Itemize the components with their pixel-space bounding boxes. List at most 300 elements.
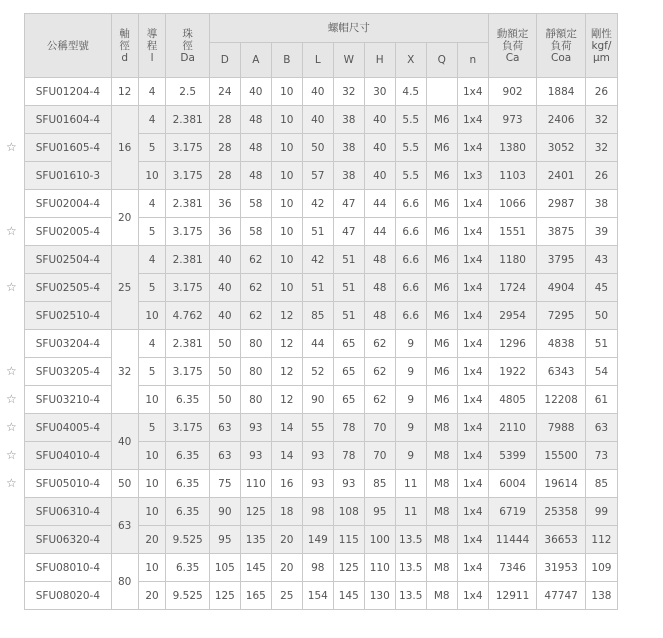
cell-n: 1x4 — [457, 134, 488, 162]
cell-n: 1x4 — [457, 78, 488, 106]
cell-ca: 5399 — [488, 442, 537, 470]
cell-Q: M8 — [426, 582, 457, 610]
cell-A: 58 — [240, 218, 271, 246]
cell-rig: 63 — [585, 414, 617, 442]
cell-W: 93 — [333, 470, 364, 498]
cell-B: 16 — [271, 470, 302, 498]
cell-n: 1x4 — [457, 330, 488, 358]
cell-A: 145 — [240, 554, 271, 582]
header-dim-X: X — [395, 43, 426, 78]
cell-B: 10 — [271, 78, 302, 106]
table-row — [25, 470, 618, 498]
cell-n: 1x4 — [457, 554, 488, 582]
cell-l: 4 — [138, 246, 166, 274]
cell-B: 10 — [271, 134, 302, 162]
cell-ca: 1922 — [488, 358, 537, 386]
model-cell: SFU03210-4 — [25, 386, 112, 414]
cell-B: 12 — [271, 358, 302, 386]
cell-coa: 4838 — [537, 330, 586, 358]
cell-A: 80 — [240, 386, 271, 414]
cell-coa: 25358 — [537, 498, 586, 526]
cell-Q: M8 — [426, 554, 457, 582]
header-model: 公稱型號 — [25, 14, 112, 78]
cell-W: 47 — [333, 190, 364, 218]
cell-H: 48 — [364, 302, 395, 330]
cell-A: 80 — [240, 358, 271, 386]
cell-coa: 6343 — [537, 358, 586, 386]
cell-Q — [426, 78, 457, 106]
cell-D: 95 — [209, 526, 240, 554]
cell-H: 95 — [364, 498, 395, 526]
star-icon: ☆ — [6, 224, 17, 238]
cell-rig: 138 — [585, 582, 617, 610]
table-row — [25, 190, 618, 218]
shaft-diameter-cell: 20 — [111, 190, 138, 246]
cell-A: 125 — [240, 498, 271, 526]
cell-ca: 1724 — [488, 274, 537, 302]
cell-D: 40 — [209, 302, 240, 330]
cell-B: 10 — [271, 190, 302, 218]
cell-l: 20 — [138, 526, 166, 554]
cell-D: 28 — [209, 134, 240, 162]
header-nut-dimensions: 螺帽尺寸 — [209, 14, 488, 43]
cell-da: 4.762 — [166, 302, 209, 330]
cell-Q: M6 — [426, 386, 457, 414]
cell-L: 98 — [302, 554, 333, 582]
cell-H: 40 — [364, 162, 395, 190]
cell-coa: 7988 — [537, 414, 586, 442]
cell-B: 10 — [271, 106, 302, 134]
cell-n: 1x4 — [457, 526, 488, 554]
cell-X: 5.5 — [395, 106, 426, 134]
cell-D: 63 — [209, 414, 240, 442]
cell-Q: M6 — [426, 190, 457, 218]
cell-coa: 36653 — [537, 526, 586, 554]
cell-W: 115 — [333, 526, 364, 554]
cell-L: 85 — [302, 302, 333, 330]
header-lead: 導 程 l — [138, 14, 166, 78]
cell-L: 90 — [302, 386, 333, 414]
table-row — [25, 554, 618, 582]
cell-A: 80 — [240, 330, 271, 358]
star-icon: ☆ — [6, 448, 17, 462]
table-body — [25, 78, 618, 610]
star-icon: ☆ — [6, 280, 17, 294]
cell-l: 5 — [138, 414, 166, 442]
cell-H: 40 — [364, 106, 395, 134]
model-cell: SFU01610-3 — [25, 162, 112, 190]
cell-D: 105 — [209, 554, 240, 582]
cell-X: 6.6 — [395, 190, 426, 218]
cell-l: 4 — [138, 190, 166, 218]
cell-H: 70 — [364, 414, 395, 442]
cell-H: 62 — [364, 386, 395, 414]
cell-B: 12 — [271, 302, 302, 330]
cell-l: 10 — [138, 498, 166, 526]
cell-X: 5.5 — [395, 134, 426, 162]
cell-D: 63 — [209, 442, 240, 470]
cell-L: 51 — [302, 218, 333, 246]
cell-L: 98 — [302, 498, 333, 526]
model-cell: SFU02510-4 — [25, 302, 112, 330]
cell-ca: 902 — [488, 78, 537, 106]
cell-l: 5 — [138, 134, 166, 162]
header-dim-A: A — [240, 43, 271, 78]
cell-da: 2.381 — [166, 106, 209, 134]
cell-n: 1x4 — [457, 246, 488, 274]
model-cell: SFU02004-4 — [25, 190, 112, 218]
cell-W: 125 — [333, 554, 364, 582]
cell-rig: 73 — [585, 442, 617, 470]
cell-da: 3.175 — [166, 274, 209, 302]
cell-A: 93 — [240, 442, 271, 470]
cell-coa: 7295 — [537, 302, 586, 330]
model-cell: SFU08010-4 — [25, 554, 112, 582]
cell-D: 24 — [209, 78, 240, 106]
cell-W: 51 — [333, 302, 364, 330]
cell-rig: 45 — [585, 274, 617, 302]
cell-H: 44 — [364, 218, 395, 246]
cell-ca: 2954 — [488, 302, 537, 330]
cell-B: 10 — [271, 162, 302, 190]
cell-n: 1x4 — [457, 414, 488, 442]
cell-W: 78 — [333, 442, 364, 470]
cell-rig: 50 — [585, 302, 617, 330]
cell-Q: M6 — [426, 330, 457, 358]
cell-da: 3.175 — [166, 358, 209, 386]
cell-D: 40 — [209, 274, 240, 302]
cell-da: 9.525 — [166, 526, 209, 554]
cell-Q: M8 — [426, 498, 457, 526]
cell-D: 50 — [209, 330, 240, 358]
star-icon: ☆ — [6, 420, 17, 434]
cell-coa: 2401 — [537, 162, 586, 190]
cell-Q: M6 — [426, 218, 457, 246]
cell-A: 165 — [240, 582, 271, 610]
cell-ca: 7346 — [488, 554, 537, 582]
header-shaft-diameter: 軸 徑 d — [111, 14, 138, 78]
model-cell: SFU03205-4 — [25, 358, 112, 386]
cell-A: 110 — [240, 470, 271, 498]
cell-W: 65 — [333, 386, 364, 414]
cell-L: 149 — [302, 526, 333, 554]
cell-n: 1x4 — [457, 190, 488, 218]
cell-da: 6.35 — [166, 442, 209, 470]
cell-W: 145 — [333, 582, 364, 610]
cell-X: 9 — [395, 358, 426, 386]
cell-l: 10 — [138, 442, 166, 470]
cell-l: 10 — [138, 470, 166, 498]
cell-D: 28 — [209, 106, 240, 134]
table-row — [25, 498, 618, 526]
cell-A: 135 — [240, 526, 271, 554]
cell-da: 3.175 — [166, 162, 209, 190]
star-icon: ☆ — [6, 392, 17, 406]
cell-Q: M6 — [426, 162, 457, 190]
cell-n: 1x4 — [457, 498, 488, 526]
cell-L: 40 — [302, 106, 333, 134]
cell-L: 50 — [302, 134, 333, 162]
cell-X: 9 — [395, 414, 426, 442]
cell-rig: 32 — [585, 106, 617, 134]
cell-coa: 3795 — [537, 246, 586, 274]
spec-table — [24, 13, 618, 610]
cell-W: 65 — [333, 358, 364, 386]
shaft-diameter-cell: 63 — [111, 498, 138, 554]
cell-B: 20 — [271, 554, 302, 582]
cell-L: 44 — [302, 330, 333, 358]
cell-D: 125 — [209, 582, 240, 610]
cell-A: 62 — [240, 302, 271, 330]
cell-Q: M6 — [426, 246, 457, 274]
cell-coa: 31953 — [537, 554, 586, 582]
star-icon: ☆ — [6, 140, 17, 154]
cell-X: 9 — [395, 442, 426, 470]
cell-D: 40 — [209, 246, 240, 274]
cell-n: 1x4 — [457, 358, 488, 386]
header-dim-D: D — [209, 43, 240, 78]
cell-X: 6.6 — [395, 302, 426, 330]
cell-rig: 26 — [585, 162, 617, 190]
cell-n: 1x4 — [457, 582, 488, 610]
cell-n: 1x3 — [457, 162, 488, 190]
cell-L: 55 — [302, 414, 333, 442]
header-ball-diameter: 珠 徑 Da — [166, 14, 209, 78]
cell-n: 1x4 — [457, 274, 488, 302]
cell-da: 2.381 — [166, 246, 209, 274]
cell-B: 10 — [271, 218, 302, 246]
cell-A: 48 — [240, 162, 271, 190]
cell-W: 38 — [333, 134, 364, 162]
cell-X: 9 — [395, 386, 426, 414]
cell-rig: 112 — [585, 526, 617, 554]
cell-X: 5.5 — [395, 162, 426, 190]
cell-H: 110 — [364, 554, 395, 582]
model-cell: SFU04010-4 — [25, 442, 112, 470]
cell-ca: 6004 — [488, 470, 537, 498]
model-cell: SFU04005-4 — [25, 414, 112, 442]
cell-ca: 4805 — [488, 386, 537, 414]
cell-rig: 85 — [585, 470, 617, 498]
cell-L: 42 — [302, 246, 333, 274]
cell-W: 108 — [333, 498, 364, 526]
cell-Q: M6 — [426, 106, 457, 134]
cell-da: 9.525 — [166, 582, 209, 610]
cell-da: 6.35 — [166, 554, 209, 582]
cell-D: 90 — [209, 498, 240, 526]
shaft-diameter-cell: 25 — [111, 246, 138, 330]
cell-A: 58 — [240, 190, 271, 218]
cell-X: 13.5 — [395, 526, 426, 554]
cell-coa: 15500 — [537, 442, 586, 470]
cell-l: 10 — [138, 554, 166, 582]
cell-l: 10 — [138, 302, 166, 330]
cell-W: 78 — [333, 414, 364, 442]
cell-coa: 4904 — [537, 274, 586, 302]
table-row — [25, 246, 618, 274]
cell-rig: 109 — [585, 554, 617, 582]
cell-B: 14 — [271, 442, 302, 470]
cell-A: 48 — [240, 106, 271, 134]
cell-L: 51 — [302, 274, 333, 302]
cell-da: 2.381 — [166, 190, 209, 218]
cell-ca: 1296 — [488, 330, 537, 358]
header-dim-W: W — [333, 43, 364, 78]
cell-l: 20 — [138, 582, 166, 610]
header-dim-B: B — [271, 43, 302, 78]
cell-coa: 2987 — [537, 190, 586, 218]
header-dim-L: L — [302, 43, 333, 78]
model-cell: SFU02005-4 — [25, 218, 112, 246]
cell-l: 10 — [138, 162, 166, 190]
model-cell: SFU01204-4 — [25, 78, 112, 106]
cell-X: 9 — [395, 330, 426, 358]
star-icon: ☆ — [6, 476, 17, 490]
cell-L: 154 — [302, 582, 333, 610]
cell-ca: 2110 — [488, 414, 537, 442]
cell-n: 1x4 — [457, 470, 488, 498]
cell-W: 51 — [333, 274, 364, 302]
cell-X: 6.6 — [395, 246, 426, 274]
cell-da: 6.35 — [166, 386, 209, 414]
cell-l: 10 — [138, 386, 166, 414]
model-cell: SFU03204-4 — [25, 330, 112, 358]
cell-A: 40 — [240, 78, 271, 106]
shaft-diameter-cell: 16 — [111, 106, 138, 190]
cell-rig: 32 — [585, 134, 617, 162]
cell-X: 13.5 — [395, 554, 426, 582]
cell-da: 6.35 — [166, 470, 209, 498]
cell-da: 3.175 — [166, 218, 209, 246]
cell-ca: 1103 — [488, 162, 537, 190]
cell-Q: M8 — [426, 526, 457, 554]
cell-H: 40 — [364, 134, 395, 162]
cell-ca: 12911 — [488, 582, 537, 610]
cell-A: 48 — [240, 134, 271, 162]
model-cell: SFU01604-4 — [25, 106, 112, 134]
cell-coa: 2406 — [537, 106, 586, 134]
cell-ca: 1180 — [488, 246, 537, 274]
cell-l: 4 — [138, 78, 166, 106]
cell-ca: 1551 — [488, 218, 537, 246]
cell-B: 12 — [271, 330, 302, 358]
cell-W: 47 — [333, 218, 364, 246]
header-dynamic-load: 動額定 負荷 Ca — [488, 14, 537, 78]
cell-rig: 51 — [585, 330, 617, 358]
cell-rig: 61 — [585, 386, 617, 414]
cell-B: 10 — [271, 246, 302, 274]
header-static-load: 靜額定 負荷 Coa — [537, 14, 586, 78]
cell-H: 30 — [364, 78, 395, 106]
cell-ca: 6719 — [488, 498, 537, 526]
cell-ca: 11444 — [488, 526, 537, 554]
cell-D: 36 — [209, 190, 240, 218]
cell-H: 62 — [364, 358, 395, 386]
cell-da: 3.175 — [166, 134, 209, 162]
cell-H: 44 — [364, 190, 395, 218]
cell-rig: 38 — [585, 190, 617, 218]
cell-da: 2.381 — [166, 330, 209, 358]
cell-H: 70 — [364, 442, 395, 470]
shaft-diameter-cell: 50 — [111, 470, 138, 498]
model-cell: SFU06310-4 — [25, 498, 112, 526]
cell-D: 28 — [209, 162, 240, 190]
cell-D: 75 — [209, 470, 240, 498]
cell-W: 51 — [333, 246, 364, 274]
cell-D: 50 — [209, 386, 240, 414]
cell-H: 48 — [364, 246, 395, 274]
cell-L: 93 — [302, 442, 333, 470]
star-icon: ☆ — [6, 364, 17, 378]
cell-ca: 1066 — [488, 190, 537, 218]
cell-W: 38 — [333, 106, 364, 134]
cell-n: 1x4 — [457, 218, 488, 246]
header-rigidity: 剛性 kgf/ μm — [585, 14, 617, 78]
header-dim-Q: Q — [426, 43, 457, 78]
cell-Q: M8 — [426, 442, 457, 470]
cell-W: 38 — [333, 162, 364, 190]
cell-D: 36 — [209, 218, 240, 246]
model-cell: SFU02504-4 — [25, 246, 112, 274]
cell-L: 93 — [302, 470, 333, 498]
cell-n: 1x4 — [457, 302, 488, 330]
cell-W: 32 — [333, 78, 364, 106]
cell-H: 62 — [364, 330, 395, 358]
cell-X: 4.5 — [395, 78, 426, 106]
cell-D: 50 — [209, 358, 240, 386]
cell-H: 85 — [364, 470, 395, 498]
cell-Q: M6 — [426, 274, 457, 302]
cell-da: 3.175 — [166, 414, 209, 442]
cell-X: 11 — [395, 470, 426, 498]
cell-l: 5 — [138, 218, 166, 246]
cell-X: 11 — [395, 498, 426, 526]
cell-coa: 19614 — [537, 470, 586, 498]
model-cell: SFU01605-4 — [25, 134, 112, 162]
cell-H: 48 — [364, 274, 395, 302]
cell-rig: 43 — [585, 246, 617, 274]
cell-coa: 1884 — [537, 78, 586, 106]
cell-coa: 47747 — [537, 582, 586, 610]
header-dim-n: n — [457, 43, 488, 78]
cell-rig: 99 — [585, 498, 617, 526]
cell-l: 4 — [138, 330, 166, 358]
cell-H: 130 — [364, 582, 395, 610]
cell-Q: M8 — [426, 470, 457, 498]
cell-da: 2.5 — [166, 78, 209, 106]
cell-B: 20 — [271, 526, 302, 554]
cell-Q: M6 — [426, 134, 457, 162]
cell-X: 6.6 — [395, 274, 426, 302]
model-cell: SFU06320-4 — [25, 526, 112, 554]
shaft-diameter-cell: 80 — [111, 554, 138, 610]
cell-Q: M6 — [426, 302, 457, 330]
cell-L: 52 — [302, 358, 333, 386]
table-header — [25, 14, 618, 78]
cell-L: 40 — [302, 78, 333, 106]
cell-B: 14 — [271, 414, 302, 442]
cell-ca: 1380 — [488, 134, 537, 162]
shaft-diameter-cell: 32 — [111, 330, 138, 414]
cell-rig: 26 — [585, 78, 617, 106]
cell-X: 6.6 — [395, 218, 426, 246]
table-row — [25, 106, 618, 134]
model-cell: SFU08020-4 — [25, 582, 112, 610]
cell-X: 13.5 — [395, 582, 426, 610]
cell-rig: 54 — [585, 358, 617, 386]
table-row — [25, 78, 618, 106]
shaft-diameter-cell: 12 — [111, 78, 138, 106]
